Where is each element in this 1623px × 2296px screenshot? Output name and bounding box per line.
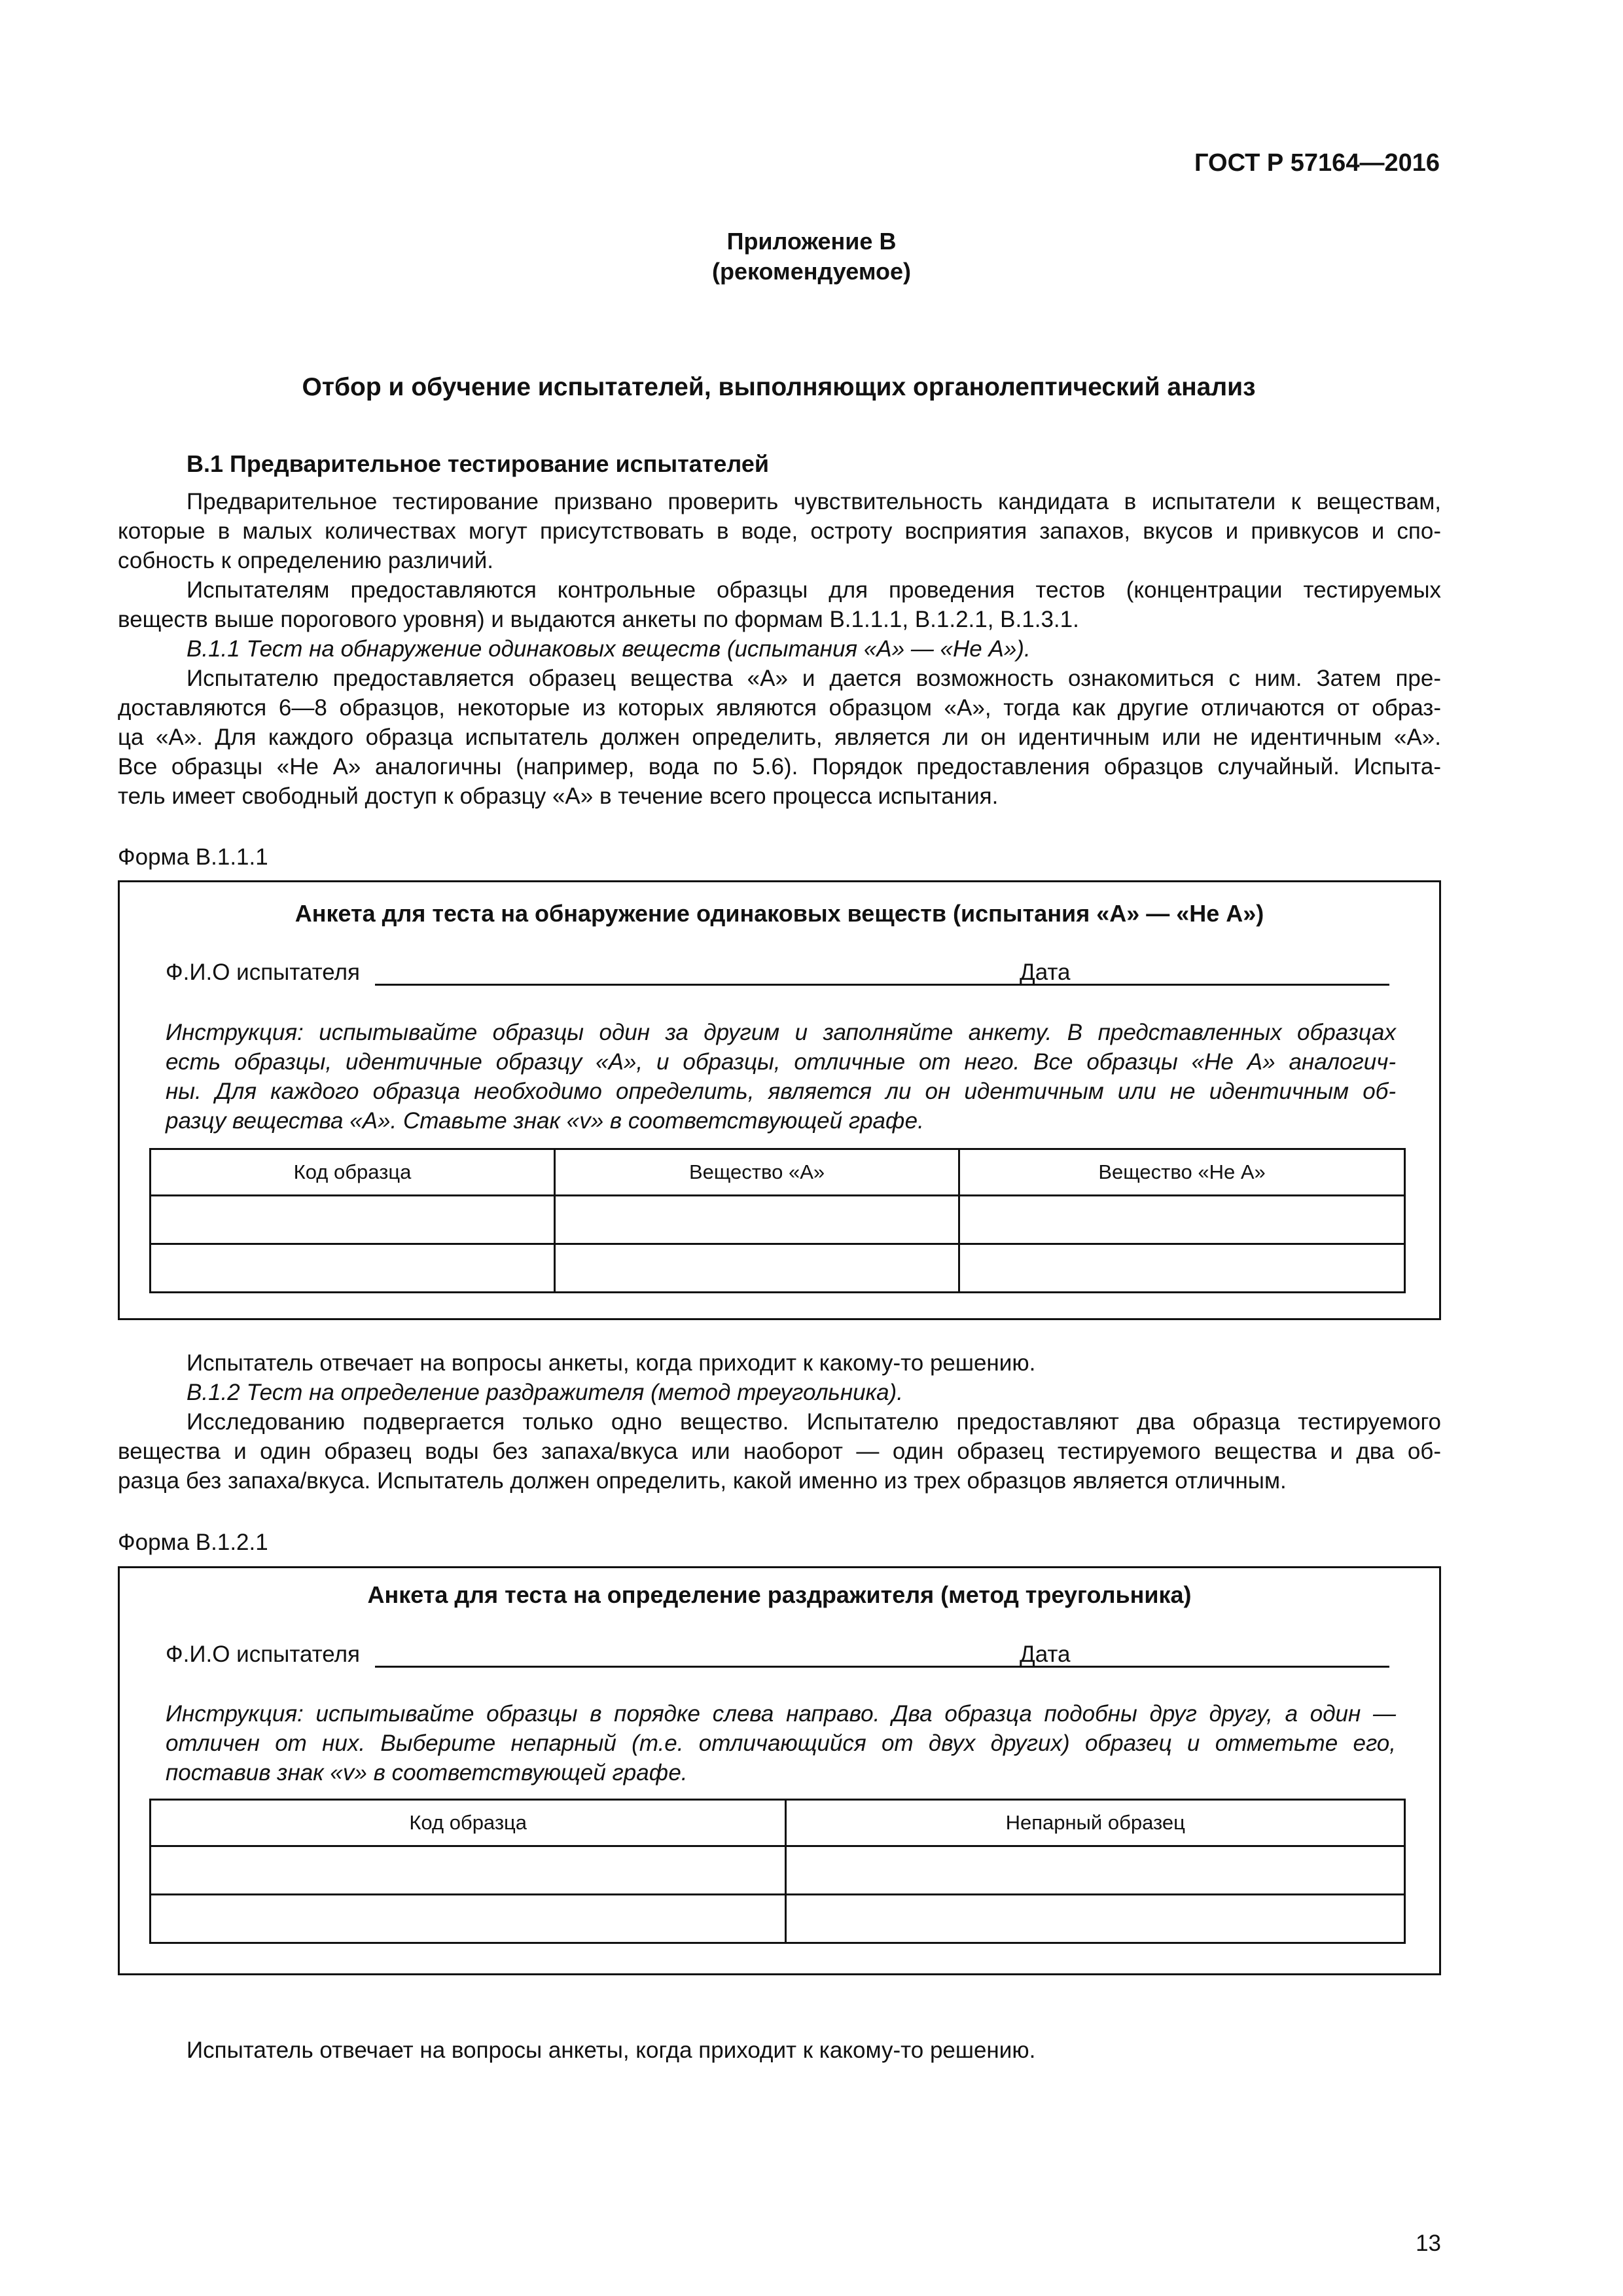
paragraph-test-a bbox=[118, 664, 1441, 811]
column-header: Вещество «А» bbox=[555, 1149, 959, 1196]
text-line: тель имеет свободный доступ к образцу «А» в течение всего процесса испытания. bbox=[118, 783, 999, 809]
date-input-line[interactable] bbox=[1088, 1666, 1389, 1668]
table-cell[interactable] bbox=[151, 1846, 786, 1895]
form1-label: Форма В.1.1.1 bbox=[118, 844, 268, 870]
table-cell[interactable] bbox=[786, 1895, 1405, 1943]
paragraph-forms bbox=[118, 575, 1441, 634]
date-label: Дата bbox=[1020, 960, 1071, 985]
paragraph-triangle bbox=[118, 1407, 1441, 1496]
column-header: Вещество «Не А» bbox=[959, 1149, 1405, 1196]
after-form2-text bbox=[118, 2036, 1441, 2065]
text-line: доставляются 6—8 образцов, некоторые из которых являются образцом «А», тогда как другие отличаются от образ- bbox=[118, 695, 1441, 721]
form1-instruction bbox=[166, 1018, 1396, 1136]
text-line: Испытатель отвечает на вопросы анкеты, когда приходит к какому-то решению. bbox=[187, 2037, 1036, 2063]
appendix-status: (рекомендуемое) bbox=[712, 258, 911, 285]
table-row bbox=[151, 1244, 1405, 1293]
paragraph-intro bbox=[118, 487, 1441, 575]
text-line: ны. Для каждого образца необходимо определить, является ли он идентичным или не идентичным об- bbox=[166, 1079, 1396, 1104]
subsection-b11-title bbox=[118, 634, 1441, 664]
appendix-title: Приложение В bbox=[726, 228, 897, 255]
form1-table bbox=[149, 1148, 1406, 1293]
table-cell[interactable] bbox=[151, 1244, 555, 1293]
fio-input-line[interactable] bbox=[375, 984, 1101, 986]
table-row bbox=[151, 1846, 1405, 1895]
text-line: Исследованию подвергается только одно вещество. Испытателю предоставляют два образца тестируемого bbox=[187, 1409, 1441, 1435]
table-header-row bbox=[151, 1149, 1405, 1196]
text-line: ца «А». Для каждого образца испытатель должен определить, является ли он идентичным или не идентичным «А». bbox=[118, 725, 1441, 750]
text-line: В.1.2 Тест на определение раздражителя (метод треугольника). bbox=[187, 1380, 903, 1405]
form2-instruction bbox=[166, 1699, 1396, 1787]
table-header-row bbox=[151, 1800, 1405, 1846]
text-line: Все образцы «Не А» аналогичны (например, вода по 5.6). Порядок предоставления образцов случайный. Испыта- bbox=[118, 754, 1441, 780]
form1-title: Анкета для теста на обнаружение одинаковых веществ (испытания «А» — «Не А») bbox=[294, 900, 1264, 927]
table-cell[interactable] bbox=[959, 1196, 1405, 1244]
text-line: поставив знак «v» в соответствующей графе. bbox=[166, 1760, 688, 1785]
table-cell[interactable] bbox=[555, 1244, 959, 1293]
table-row bbox=[151, 1196, 1405, 1244]
subsection-b12-title bbox=[118, 1378, 1441, 1407]
section-heading-b1: В.1 Предварительное тестирование испытателей bbox=[187, 450, 769, 477]
main-title: Отбор и обучение испытателей, выполняющих органолептический анализ bbox=[302, 373, 1256, 401]
after-form1-text bbox=[118, 1348, 1441, 1378]
text-line: Испытателю предоставляется образец вещества «А» и дается возможность ознакомиться с ним. Затем пре- bbox=[187, 666, 1441, 691]
fio-label: Ф.И.О испытателя bbox=[166, 1641, 360, 1667]
text-line: В.1.1 Тест на обнаружение одинаковых веществ (испытания «А» — «Не А»). bbox=[187, 636, 1031, 662]
form2-title: Анкета для теста на определение раздражителя (метод треугольника) bbox=[367, 1581, 1192, 1608]
page-number: 13 bbox=[1416, 2231, 1441, 2256]
date-label: Дата bbox=[1020, 1641, 1071, 1667]
fio-label: Ф.И.О испытателя bbox=[166, 960, 360, 985]
text-line: Испытатель отвечает на вопросы анкеты, когда приходит к какому-то решению. bbox=[187, 1350, 1036, 1376]
table-cell[interactable] bbox=[151, 1196, 555, 1244]
text-line: разца без запаха/вкуса. Испытатель должен определить, какой именно из трех образцов является отличным. bbox=[118, 1468, 1287, 1494]
text-line: собность к определению различий. bbox=[118, 548, 493, 573]
date-input-line[interactable] bbox=[1088, 984, 1389, 986]
form1-box bbox=[118, 880, 1441, 1320]
text-line: отличен от них. Выберите непарный (т.е. отличающийся от двух других) образец и отметьте его, bbox=[166, 1731, 1396, 1756]
column-header: Непарный образец bbox=[786, 1800, 1405, 1846]
text-line: Испытателям предоставляются контрольные образцы для проведения тестов (концентрации тестируемых bbox=[187, 577, 1441, 603]
form2-table bbox=[149, 1799, 1406, 1944]
text-line: вещества и один образец воды без запаха/вкуса или наоборот — один образец тестируемого вещества и два об- bbox=[118, 1439, 1441, 1464]
column-header: Код образца bbox=[151, 1149, 555, 1196]
table-row bbox=[151, 1895, 1405, 1943]
text-line: есть образцы, идентичные образцу «А», и образцы, отличные от него. Все образцы «Не А» аналогич- bbox=[166, 1049, 1396, 1075]
form2-label: Форма В.1.2.1 bbox=[118, 1530, 268, 1555]
table-cell[interactable] bbox=[151, 1895, 786, 1943]
text-line: Предварительное тестирование призвано проверить чувствительность кандидата в испытатели к веществам, bbox=[187, 489, 1441, 514]
text-line: которые в малых количествах могут присутствовать в воде, остроту восприятия запахов, вкусов и привкусов и спо- bbox=[118, 518, 1441, 544]
text-line: разцу вещества «А». Ставьте знак «v» в соответствующей графе. bbox=[166, 1108, 924, 1134]
text-line: Инструкция: испытывайте образцы в порядке слева направо. Два образца подобны друг другу, а один — bbox=[166, 1701, 1396, 1727]
form2-box bbox=[118, 1566, 1441, 1975]
table-cell[interactable] bbox=[786, 1846, 1405, 1895]
text-line: веществ выше порогового уровня) и выдаются анкеты по формам В.1.1.1, В.1.2.1, В.1.3.1. bbox=[118, 607, 1079, 632]
text-line: Инструкция: испытывайте образцы один за другим и заполняйте анкету. В представленных образцах bbox=[166, 1020, 1396, 1045]
table-cell[interactable] bbox=[555, 1196, 959, 1244]
standard-number: ГОСТ Р 57164—2016 bbox=[1194, 149, 1440, 177]
table-cell[interactable] bbox=[959, 1244, 1405, 1293]
fio-input-line[interactable] bbox=[375, 1666, 1101, 1668]
column-header: Код образца bbox=[151, 1800, 786, 1846]
